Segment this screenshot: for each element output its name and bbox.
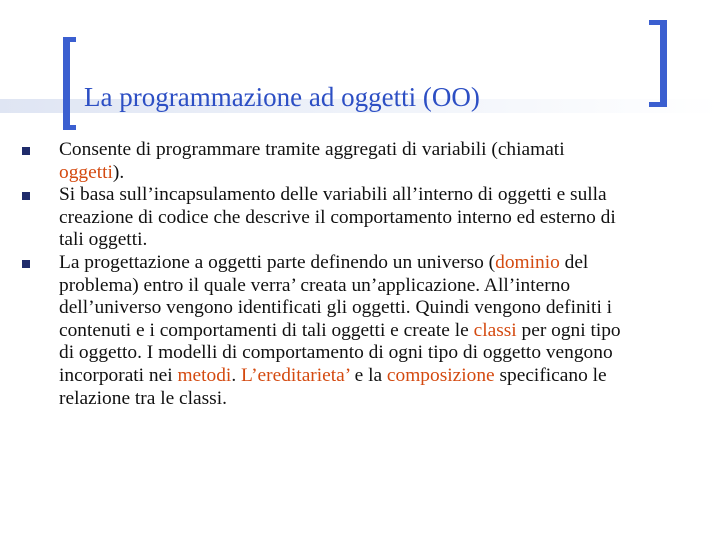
highlighted-term: oggetti: [59, 161, 113, 183]
highlighted-term: L’ereditarieta’: [241, 364, 350, 386]
text-segment: del problema) entro il quale verra’ creata un’applicazione. All’interno dell’universo vengono identificati gli oggetti. Quindi vengono definiti i contenuti e i comportamenti di tali oggetti e create le: [59, 251, 613, 341]
highlighted-term: dominio: [495, 251, 560, 273]
text-segment: e la: [349, 364, 387, 386]
slide-title: La programmazione ad oggetti (OO): [84, 82, 480, 112]
bullet-text: [59, 252, 621, 409]
highlighted-term: classi: [473, 319, 517, 341]
bullet-item: [22, 139, 622, 184]
right-bracket-decoration: [649, 20, 667, 107]
square-bullet-icon: [22, 260, 30, 268]
highlighted-term: metodi: [177, 364, 232, 386]
bullet-list: [22, 139, 622, 410]
text-segment: .: [231, 364, 242, 386]
square-bullet-icon: [22, 192, 30, 200]
text-segment: specificano le relazione tra le classi.: [59, 364, 607, 409]
text-segment: La progettazione a oggetti parte definendo un universo (: [59, 251, 496, 273]
text-segment: ).: [112, 161, 125, 183]
text-segment: per ogni tipo di oggetto. I modelli di comportamento di ogni tipo di oggetto vengono incorporati nei: [59, 319, 621, 386]
bullet-item: [22, 184, 622, 252]
text-segment: Consente di programmare tramite aggregati di variabili (chiamati: [59, 139, 565, 160]
left-bracket-decoration: [63, 37, 76, 130]
highlighted-term: composizione: [386, 364, 495, 386]
bullet-text: [59, 184, 616, 250]
square-bullet-icon: [22, 147, 30, 155]
text-segment: Si basa sull’incapsulamento delle variabili all’interno di oggetti e sulla creazione di codice che descrive il comportamento interno ed esterno di tali oggetti.: [59, 184, 616, 251]
bullet-text: [59, 139, 565, 183]
bullet-item: [22, 252, 622, 410]
